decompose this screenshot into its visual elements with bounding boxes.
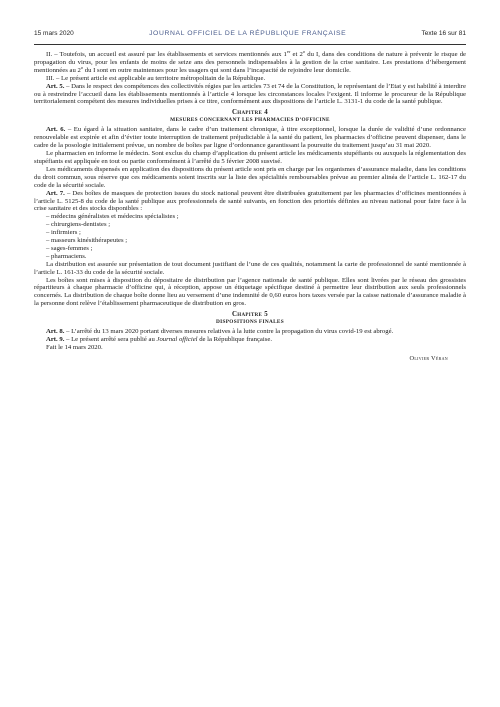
chapter-5-title: Chapitre 5 xyxy=(232,311,268,319)
header-journal-title: JOURNAL OFFICIEL DE LA RÉPUBLIQUE FRANÇAISE xyxy=(149,30,347,37)
done-date: Fait le 14 mars 2020. xyxy=(46,344,103,351)
header-date: 15 mars 2020 xyxy=(34,30,74,37)
paragraph-ii: II. – Toutefois, un accueil est assuré par les établissements et services mentionnés aux 1er et 2$^o$ du I, dans des conditions de nature à prévenir le risque de propagation du virus, pour les enfants de moins de seize ans des personnels indispensables à la gestion de la crise sanitaire. Les prestations d’hébergement mentionnées au 2$^o$ du I sont en outre maintenues pour les usagers qui sont dans l’incapacité de rejoindre leur domicile. xyxy=(34,48,467,74)
page-header xyxy=(34,30,466,42)
article-9: Art. 9. – Le présent arrêté sera publié au Journal officiel de la République française. xyxy=(46,336,272,344)
paragraph-iii: III. – Le présent article est applicable au territoire métropolitain de la République. xyxy=(46,74,266,82)
article-6-label: Art. 6. xyxy=(46,126,66,134)
article-5-label: Art. 5. xyxy=(46,82,65,90)
article-5: Art. 5. – Dans le respect des compétences des collectivités régies par les articles 73 et 74 de la Constitution, le représentant de l’Etat y est habilité à interdire ou à restreindre l’accueil dans les établissements mentionnés à l’article 4 lorsque les circonstances locales l’exigent. Il informe le procureur de la République territorialement compétent des mesures individuelles prises à ce titre, conformément aux dispositions de l’article L. 3131-1 du code de la santé publique. xyxy=(34,82,466,106)
list-item: – infirmiers ; xyxy=(46,229,81,237)
list-item: – médecins généralistes et médecins spécialistes ; xyxy=(46,213,179,221)
signature: Olivier Véran xyxy=(409,354,448,362)
header-rule xyxy=(34,44,466,45)
article-7-label: Art. 7. xyxy=(46,189,65,197)
list-item: – chirurgiens-dentistes ; xyxy=(46,221,111,229)
list-item: – pharmaciens. xyxy=(46,252,87,260)
article-8: Art. 8. – L’arrêté du 13 mars 2020 portant diverses mesures relatives à la lutte contre la propagation du virus covid-19 est abrogé. xyxy=(46,328,394,336)
chapter-4-subtitle: MESURES CONCERNANT LES PHARMACIES D’OFFICINE xyxy=(170,117,330,124)
article-6: Art. 6. – Eu égard à la situation sanitaire, dans le cadre d’un traitement chronique, à titre exceptionnel, lorsque la durée de validité d’une ordonnance renouvelable est expirée et afin d’éviter toute interruption de traitement préjudiciable à la santé du patient, les pharmacies d’officine peuvent dispenser, dans le cadre de la posologie initialement prévue, un nombre de boîtes par ligne d’ordonnance garantissant la poursuite du traitement jusqu’au 31 mai 2020. xyxy=(34,126,467,150)
article-8-label: Art. 8. xyxy=(46,328,65,336)
list-item: – sages-femmes ; xyxy=(46,244,93,252)
header-page-number: Texte 16 sur 81 xyxy=(421,30,466,37)
article-7-paragraph-2: La distribution est assurée sur présentation de tout document justifiant de l’une de ces qualités, notamment la carte de professionnel de santé mentionnée à l’article L. 161-33 du code de la sécurité sociale. xyxy=(34,260,466,276)
list-item: – masseurs kinésithérapeutes ; xyxy=(46,237,128,245)
article-6-paragraph-2: Le pharmacien en informe le médecin. Sont exclus du champ d’application du présent article les médicaments stupéfiants ou auxquels la réglementation des stupéfiants est appliquée en tout ou partie conformément à l’arrêté du 5 février 2008 susvisé. xyxy=(34,150,466,165)
article-7-list xyxy=(34,213,466,260)
chapter-5-subtitle: DISPOSITIONS FINALES xyxy=(216,319,284,326)
article-6-paragraph-3: Les médicaments dispensés en application des dispositions du présent article sont pris en charge par les organismes d’assurance maladie, dans les conditions du droit commun, sous réserve que ces médicaments soient inscrits sur la liste des spécialités remboursables prévue au premier alinéa de l’article L. 162-17 du code de la sécurité sociale. xyxy=(34,165,466,189)
article-7: Art. 7. – Des boîtes de masques de protection issues du stock national peuvent être distribuées gratuitement par les pharmacies d’officines mentionnées à l’article L. 5125-8 du code de la santé publique aux professionnels de santé suivants, en fonction des priorités définies au niveau national pour faire face à la crise sanitaire et des stocks disponibles : xyxy=(34,189,466,213)
article-9-label: Art. 9. xyxy=(46,336,65,344)
article-7-paragraph-3: Les boîtes sont mises à disposition du dépositaire de distribution par l’agence nationale de santé publique. Elles sont livrées par le réseau des grossistes répartiteurs à chaque pharmacie d’officine qui, à réception, appose un étiquetage spécifique destiné à permettre leur distribution aux seuls professionnels concernés. La distribution de chaque boîte donne lieu au versement d’une indemnité de 0,60 euros hors taxes versée par la caisse nationale d’assurance maladie à la personne dont relève l’établissement pharmaceutique de distribution en gros. xyxy=(34,276,466,308)
chapter-4-title: Chapitre 4 xyxy=(232,109,268,117)
